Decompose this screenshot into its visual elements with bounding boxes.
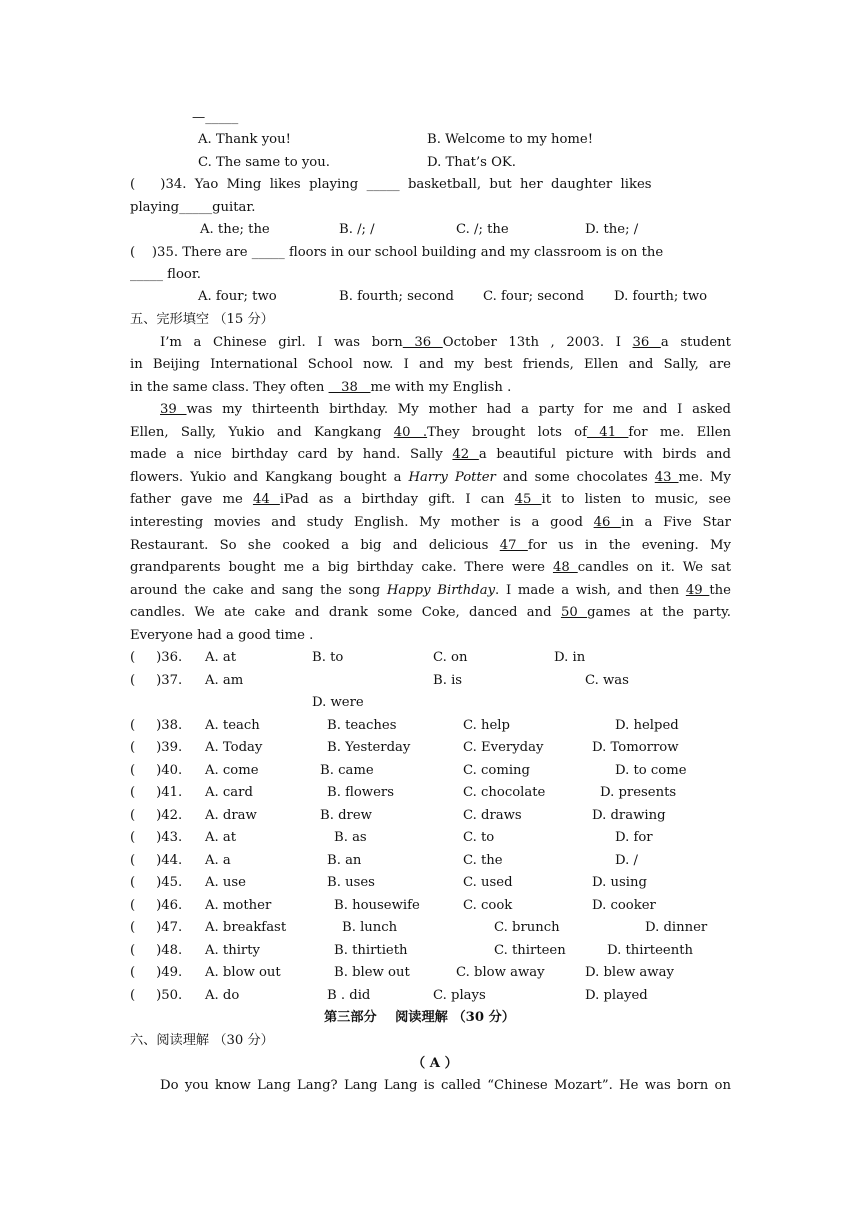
choice-b: B. is (433, 673, 463, 688)
choice-b: B. blew out (334, 965, 410, 980)
choice-d: D. blew away (585, 965, 674, 980)
section6-title: 六、阅读理解 （30 分） (130, 1033, 274, 1048)
choice-c: C. coming (463, 763, 530, 778)
q35-stem-line1: ( )35. There are _____ floors in our school building and my classroom is on the (130, 245, 664, 260)
part3-title: 第三部分 阅读理解 （30 分） (324, 1010, 515, 1025)
choice-d: D. played (585, 988, 648, 1003)
choice-b: B. an (327, 853, 362, 868)
blank-49: 49 (685, 583, 710, 598)
choice-c: C. brunch (494, 920, 560, 935)
choice-d: D. thirteenth (607, 943, 693, 958)
section5-title: 五、完形填空 （15 分） (130, 312, 274, 327)
choice-num: ( )43. (130, 830, 183, 845)
choice-d: D. helped (615, 718, 679, 733)
choice-num: ( )38. (130, 718, 183, 733)
q35-option-b: B. fourth; second (339, 289, 454, 304)
choice-c: C. to (463, 830, 495, 845)
choice-num: ( )41. (130, 785, 183, 800)
choice-b: B. as (334, 830, 367, 845)
q34-stem-line1: ( )34. Yao Ming likes playing _____ basketball, but her daughter likes (130, 177, 652, 192)
choice-a: A. come (205, 763, 259, 778)
choice-a: A. use (205, 875, 246, 890)
choice-a: A. breakfast (205, 920, 287, 935)
q34-option-d: D. the; / (585, 222, 639, 237)
reading-line: Do you know Lang Lang? Lang Lang is called “Chinese Mozart”. He was born on (160, 1078, 731, 1093)
choice-d: D. in (554, 650, 586, 665)
passage-line: interesting movies and study English. My mother is a good 46 in a Five Star (130, 515, 731, 530)
choice-d: D. drawing (592, 808, 666, 823)
blank-37: 36 (632, 335, 661, 350)
choice-a: A. Today (205, 740, 263, 755)
q33-option-b: B. Welcome to my home! (427, 132, 594, 147)
choice-b: B. thirtieth (334, 943, 408, 958)
choice-num: ( )48. (130, 943, 183, 958)
choice-d: D. dinner (645, 920, 708, 935)
book-title: Harry Potter (408, 470, 496, 485)
choice-c: C. used (463, 875, 513, 890)
choice-d: D. using (592, 875, 647, 890)
choice-a: A. do (205, 988, 240, 1003)
q33-option-c: C. The same to you. (198, 155, 330, 170)
passage-line: in Beijing International School now. I and my best friends, Ellen and Sally, are (130, 357, 731, 372)
choice-b: B. to (312, 650, 344, 665)
choice-b: B. lunch (342, 920, 398, 935)
choice-d: D. Tomorrow (592, 740, 679, 755)
choice-c: C. chocolate (463, 785, 546, 800)
choice-c: C. was (585, 673, 629, 688)
blank-40: 40 . (393, 425, 428, 440)
passage-line: around the cake and sang the song Happy Birthday. I made a wish, and then 49 the (130, 583, 731, 598)
q35-stem-line2: _____ floor. (130, 267, 201, 282)
choice-num: ( )42. (130, 808, 183, 823)
blank-47: 47 (499, 538, 528, 553)
passage-line: grandparents bought me a big birthday cake. There were 48 candles on it. We sat (130, 560, 731, 575)
choice-d: D. were (312, 695, 364, 710)
passage-line: Restaurant. So she cooked a big and delicious 47 for us in the evening. My (130, 538, 731, 553)
choice-c: C. plays (433, 988, 486, 1003)
q33-option-d: D. That’s OK. (427, 155, 516, 170)
choice-a: A. teach (205, 718, 260, 733)
passage-line: father gave me 44 iPad as a birthday gift. I can 45 it to listen to music, see (130, 492, 731, 507)
q34-stem-line2: playing_____guitar. (130, 200, 256, 215)
choice-num: ( )40. (130, 763, 183, 778)
song-title: Happy Birthday (386, 583, 496, 598)
passage-a-label: （ A ） (412, 1056, 458, 1071)
choice-num: ( )47. (130, 920, 183, 935)
blank-42: 42 (452, 447, 479, 462)
q34-option-b: B. /; / (339, 222, 375, 237)
q35-option-d: D. fourth; two (614, 289, 708, 304)
blank-39: 39 (160, 402, 187, 417)
choice-num: ( )44. (130, 853, 183, 868)
choice-num: ( )39. (130, 740, 183, 755)
blank-46: 46 (593, 515, 622, 530)
q34-option-c: C. /; the (456, 222, 509, 237)
choice-a: A. thirty (205, 943, 260, 958)
blank-50: 50 (560, 605, 588, 620)
blank-48: 48 (552, 560, 578, 575)
choice-num: ( )49. (130, 965, 183, 980)
q33-answer-blank: —_____ (192, 110, 239, 125)
passage-line: in the same class. They often 38 me with my English . (130, 380, 512, 395)
choice-a: A. a (205, 853, 231, 868)
choice-c: C. on (433, 650, 468, 665)
choice-a: A. mother (205, 898, 272, 913)
choice-b: B. came (320, 763, 374, 778)
choice-d: D. to come (615, 763, 687, 778)
passage-line: flowers. Yukio and Kangkang bought a Harry Potter and some chocolates 43 me. My (130, 470, 731, 485)
choice-num: ( )46. (130, 898, 183, 913)
choice-c: C. draws (463, 808, 522, 823)
choice-b: B. Yesterday (327, 740, 411, 755)
blank-41: 41 (587, 425, 629, 440)
choice-a: A. draw (205, 808, 257, 823)
choice-b: B. housewife (334, 898, 420, 913)
passage-line: candles. We ate cake and drank some Coke, danced and 50 games at the party. (130, 605, 731, 620)
choice-b: B. flowers (327, 785, 394, 800)
blank-44: 44 (252, 492, 280, 507)
choice-c: C. help (463, 718, 510, 733)
blank-38: 38 (328, 380, 371, 395)
choice-d: D. cooker (592, 898, 656, 913)
choice-c: C. blow away (456, 965, 545, 980)
choice-c: C. cook (463, 898, 513, 913)
blank-43: 43 (654, 470, 679, 485)
q35-option-a: A. four; two (198, 289, 277, 304)
passage-line: I’m a Chinese girl. I was born 36 October 13th , 2003. I 36 a student (160, 335, 731, 350)
blank-36: 36 (402, 335, 443, 350)
choice-d: D. presents (600, 785, 677, 800)
choice-c: C. thirteen (494, 943, 566, 958)
choice-b: B. uses (327, 875, 375, 890)
choice-d: D. / (615, 853, 638, 868)
choice-b: B. teaches (327, 718, 397, 733)
q33-option-a: A. Thank you! (198, 132, 291, 147)
choice-a: A. am (205, 673, 244, 688)
choice-num: ( )50. (130, 988, 183, 1003)
passage-line: Everyone had a good time . (130, 628, 314, 643)
choice-a: A. blow out (205, 965, 281, 980)
choice-d: D. for (615, 830, 653, 845)
q34-option-a: A. the; the (200, 222, 270, 237)
choice-a: A. card (205, 785, 253, 800)
choice-num: ( )37. (130, 673, 183, 688)
choice-a: A. at (205, 650, 237, 665)
choice-b: B. drew (320, 808, 372, 823)
q35-option-c: C. four; second (483, 289, 585, 304)
choice-c: C. Everyday (463, 740, 544, 755)
choice-b: B . did (327, 988, 371, 1003)
choice-num: ( )36. (130, 650, 183, 665)
blank-45: 45 (514, 492, 542, 507)
choice-a: A. at (205, 830, 237, 845)
passage-line: Ellen, Sally, Yukio and Kangkang 40 .They brought lots of 41 for me. Ellen (130, 425, 732, 440)
passage-line: made a nice birthday card by hand. Sally 42 a beautiful picture with birds and (130, 447, 731, 462)
passage-line: 39 was my thirteenth birthday. My mother had a party for me and I asked (160, 402, 731, 417)
choice-c: C. the (463, 853, 503, 868)
choice-num: ( )45. (130, 875, 183, 890)
